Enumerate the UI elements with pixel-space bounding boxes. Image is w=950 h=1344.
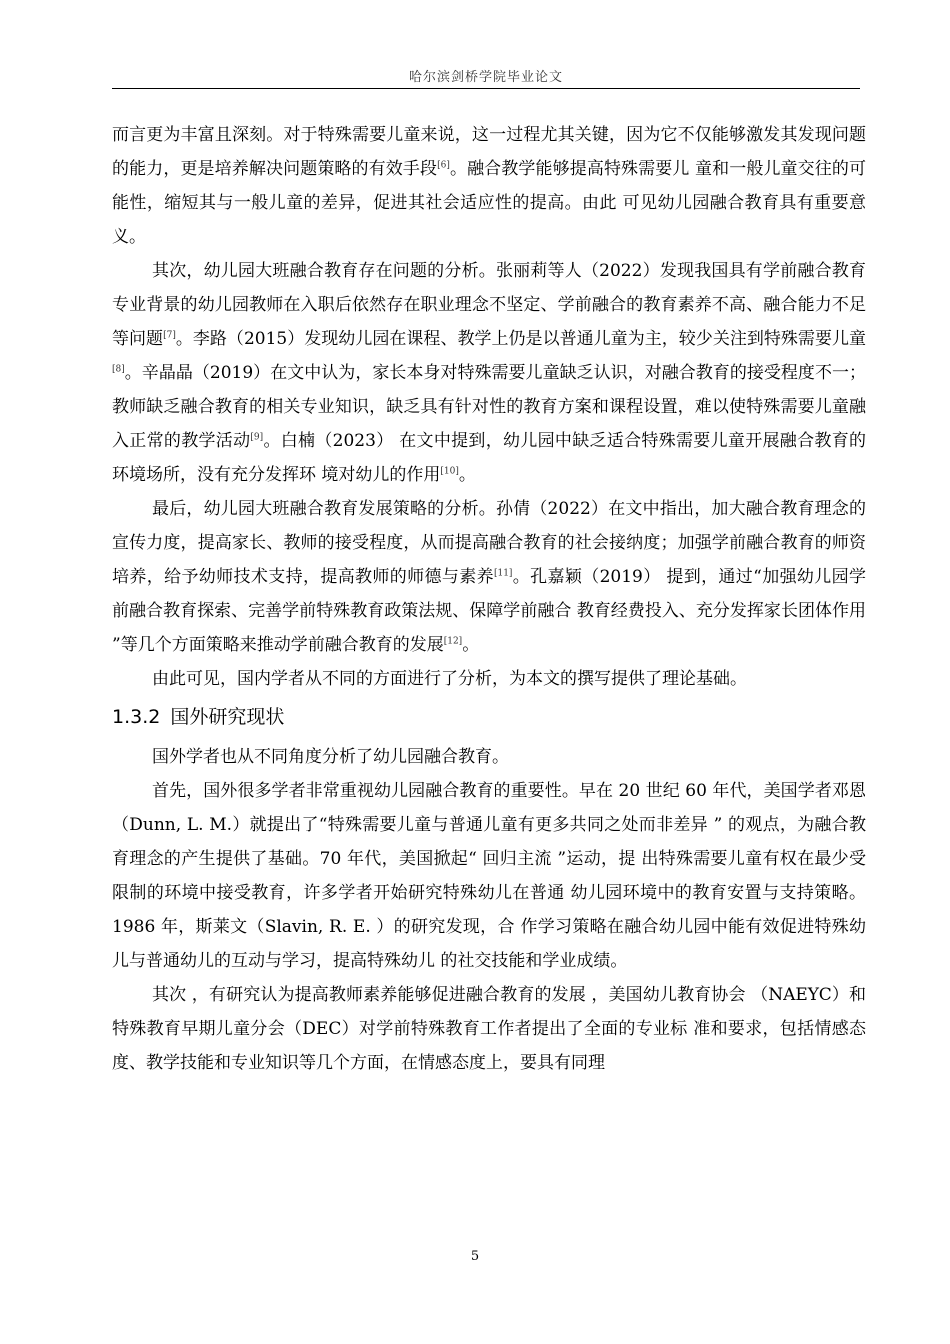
- citation-ref: [8]: [112, 364, 125, 375]
- section-title: 国外研究现状: [170, 706, 285, 728]
- paragraphs-foreign: [112, 740, 866, 1080]
- citation-ref: [7]: [163, 330, 176, 341]
- page-body: [112, 118, 866, 1080]
- paragraph-text: 。辛晶晶（2019）在文中认为，家长本身对特殊需要儿童缺乏认识，对融合教育的接受程度不一；教师缺乏融合教育的相关专业知识，缺乏具有针对性的教育方案和课程设置，难以使特殊需要儿童融入正常的教学活动: [112, 363, 866, 451]
- header-divider: [112, 88, 860, 89]
- paragraph-text: 。融合教学能够提高特殊需要儿 童和一般儿童交往的可能性，缩短其与一般儿童的差异，促进其社会适应性的提高。由此 可见幼儿园融合教育具有重要意义。: [112, 159, 866, 247]
- paragraph-text: 最后，幼儿园大班融合教育发展策略的分析。孙倩（2022）在文中指出，加大融合教育理念的宣传力度，提高家长、教师的接受程度，从而提高融合教育的社会接纳度；加强学前融合教育的师资培养，给予幼师技术支持，提高教师的师德与素养: [112, 499, 866, 587]
- citation-ref: [9]: [250, 432, 264, 443]
- paragraph-text: 。孔嘉颖（2019） 提到，通过“加强幼儿园学前融合教育探索、完善学前特殊教育政策法规、保障学前融合 教育经费投入、充分发挥家长团体作用 ”等几个方面策略来推动学前融合教育的发展: [112, 567, 867, 655]
- paragraph-text: 。白楠（2023） 在文中提到，幼儿园中缺乏适合特殊需要儿童开展融合教育的环境场所，没有充分发挥环 境对幼儿的作用: [112, 431, 867, 485]
- body-paragraph: [112, 254, 866, 492]
- body-paragraph: [112, 978, 866, 1080]
- body-paragraph: [112, 492, 866, 662]
- body-paragraph: [112, 774, 866, 978]
- page-number: 5: [470, 1249, 480, 1264]
- paragraph-text: 。李路（2015）发现幼儿园在课程、教学上仍是以普通儿童为主，较少关注到特殊需要儿童: [175, 329, 867, 349]
- paragraph-text: 其次，幼儿园大班融合教育存在问题的分析。张丽莉等人（2022）发现我国具有学前融合教育专业背景的幼儿园教师在入职后依然存在职业理念不坚定、学前融合的教育素养不高、融合能力不足等问题: [112, 261, 866, 349]
- paragraph-text: 。: [462, 635, 480, 655]
- citation-ref: [11]: [493, 568, 513, 579]
- running-header: 哈尔滨剑桥学院毕业论文: [408, 70, 563, 85]
- section-heading: [112, 700, 866, 734]
- paragraph-text: 国外学者也从不同角度分析了幼儿园融合教育。: [152, 747, 509, 767]
- body-paragraph: [112, 662, 866, 696]
- paragraph-text: 首先，国外很多学者非常重视幼儿园融合教育的重要性。早在 20 世纪 60 年代，美国学者邓恩（Dunn, L. M.）就提出了“特殊需要儿童与普通儿童有更多共同之处而非差异 ” 的观点，为融合教育理念的产生提供了基础。70 年代，美国掀起“ 回归主流 ”运动，提 出特殊需要儿童有权在最少受限制的环境中接受教育，许多学者开始研究特殊幼儿在普通 幼儿园环境中的教育安置与支持策略。1986 年，斯莱文（Slavin, R. E. ）的研究发现，合 作学习策略在融合幼儿园中能有效促进特殊幼儿与普通幼儿的互动与学习，提高特殊幼儿 的社交技能和学业成绩。: [112, 781, 866, 971]
- section-number: 1.3.2: [112, 706, 161, 728]
- body-paragraph: [112, 740, 866, 774]
- citation-ref: [12]: [443, 636, 463, 647]
- paragraph-text: 其次 ，有研究认为提高教师素养能够促进融合教育的发展 ，美国幼儿教育协会 （NAEYC）和特殊教育早期儿童分会（DEC）对学前特殊教育工作者提出了全面的专业标 准和要求，包括情感态度、教学技能和专业知识等几个方面，在情感态度上，要具有同理: [112, 985, 866, 1073]
- body-paragraph: [112, 118, 866, 254]
- paragraph-text: 而言更为丰富且深刻。对于特殊需要儿童来说，这一过程尤其关键，因为它不仅能够激发其发现问题的能力，更是培养解决问题策略的有效手段: [112, 125, 866, 179]
- citation-ref: [10]: [440, 466, 459, 477]
- paragraph-text: 。: [458, 465, 476, 485]
- citation-ref: [6]: [437, 160, 450, 171]
- paragraph-text: 由此可见，国内学者从不同的方面进行了分析，为本文的撰写提供了理论基础。: [152, 669, 747, 689]
- paragraphs-domestic: [112, 118, 866, 696]
